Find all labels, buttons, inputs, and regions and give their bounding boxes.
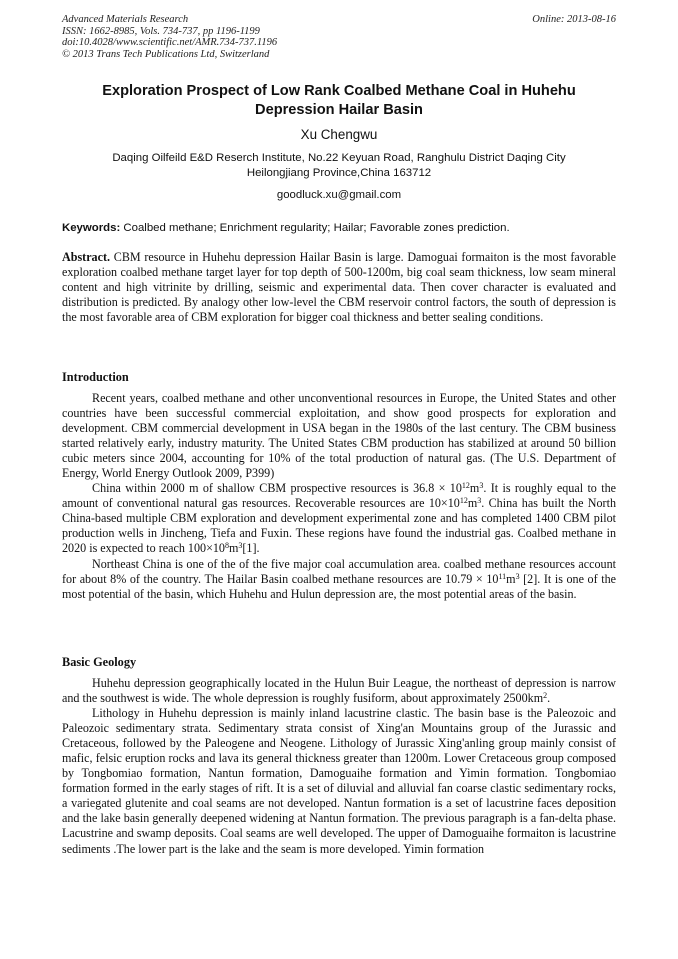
journal-name: Advanced Materials Research (62, 14, 189, 25)
geology-paragraph-1: Huhehu depression geographically located in the Hulun Buir League, the northeast of depression is narrow and the southwest is wide. The whole depression is roughly fusiform, about approximately $2500km^2$. (62, 676, 616, 706)
abstract-label: Abstract. (62, 250, 111, 264)
intro-paragraph-1: Recent years, coalbed methane and other unconventional resources in Europe, the United States and other countries have been successful commercial exploitation, and show good prospects for exploration and development. CBM commercial development in USA began in the 1980s of the last century. The CBM business started relatively early, industry maturity. The United States CBM production has stabilized at around 50 billion cubic meters since 2004, accounting for 10% of the total production of natural gas. (The U.S. Department of Energy, World Energy Outlook 2009, P399) (62, 391, 616, 481)
keywords (62, 221, 616, 235)
copyright-line: © 2013 Trans Tech Publications Ltd, Switzerland (62, 48, 270, 60)
doi-line: doi:10.4028/www.scientific.net/AMR.734-737.1196 (62, 37, 278, 48)
abstract (62, 250, 616, 325)
basic-geology-heading: Basic Geology (62, 655, 137, 669)
title-line-2: Depression Hailar Basin (255, 102, 423, 118)
intro-paragraph-3: Northeast China is one of the of the five major coal accumulation area. coalbed methane resources account for about 8% of the country. The Hailar Basin coalbed methane resources are $10.79 \times 10^{11}m^3$ [2]. It is one of the most potential of the basin, which Huhehu and Hulun depression are, the most potential areas of the basin. (62, 556, 616, 601)
introduction-section (62, 391, 616, 602)
keywords-label: Keywords: (62, 222, 121, 234)
author-email: goodluck.xu@gmail.com (276, 189, 402, 201)
online-date: Online: 2013-08-16 (532, 14, 616, 25)
affiliation (62, 151, 616, 180)
affiliation-line-1: Daqing Oilfeild E&D Reserch Institute, No.22 Keyuan Road, Ranghulu District Daqing City (112, 152, 566, 164)
author-name: Xu Chengwu (300, 127, 378, 142)
issn-line: ISSN: 1662-8985, Vols. 734-737, pp 1196-1199 (62, 25, 260, 37)
title-line-1: Exploration Prospect of Low Rank Coalbed Methane Coal in Huhehu (102, 83, 576, 99)
geology-paragraph-2: Lithology in Huhehu depression is mainly inland lacustrine clastic. The basin base is the Paleozoic and Paleozoic sedimentary strata. Sedimentary strata consist of Xing'an Mountains group of the Jurassic and Cretaceous, followed by the Paleogene and Neogene. Lithology of Jurassic Xing'anling group mainly consist of mafic, felsic eruption rocks and lava its general thickness greater than 1200m. Lower Cretaceous group composed by Tongbomiao formation, Nantun formation, Damoguaihe formation and Yimin formation. Tongbomiao formation formed in the early stages of rift. It is a set of diluvial and alluvial fan coarse clastic sedimentary rocks, a variegated glutenite and coal seams are not developed. Nantun formation is a set of lacustrine faces deposition and the lake basin generally deepened widening at Nantun formation. The previous paragraph is a fan-delta phase. Lacustrine and swamp deposits. Coal seams are well developed. The upper of Damoguaihe formaiton is lacustrine sediments .The lower part is the lake and the seam is more developed. Yimin formation (62, 706, 616, 856)
abstract-text: CBM resource in Huhehu depression Hailar Basin is large. Damoguai formaiton is the most favorable exploration coalbed methane target layer for top depth of 500-1200m, big coal seam thickness, low seam mineral content and high vitrinite by drilling, seismic and experimental data. Then cover character is evaluated and distribution is predicted. By analogy other low-level the CBM reservoir control factors, the south of depression is the most favorable area of CBM exploration for bigger coal thickness and better sealing conditions. (62, 250, 617, 325)
intro-paragraph-2: China within 2000 m of shallow CBM prospective resources is $36.8 \times 10^{12}m^3$. It is roughly equal to the amount of conventional natural gas resources. Recoverable resources are $10\times 10^{12}m^3$. China has built the North China-based multiple CBM exploration and development experimental zone and has completed 1400 CBM pilot production wells in Jincheng, Tiefa and Fuxin. These regions have found the industrial gas. Coalbed methane in 2020 is expected to reach $100\times 10^8m^3[1]$. (62, 481, 616, 556)
keywords-text: Coalbed methane; Enrichment regularity; Hailar; Favorable zones prediction. (123, 222, 510, 234)
paper-title (62, 82, 616, 120)
introduction-heading: Introduction (62, 370, 129, 384)
journal-header (62, 14, 616, 60)
affiliation-line-2: Heilongjiang Province,China 163712 (246, 166, 432, 179)
basic-geology-section (62, 676, 616, 857)
